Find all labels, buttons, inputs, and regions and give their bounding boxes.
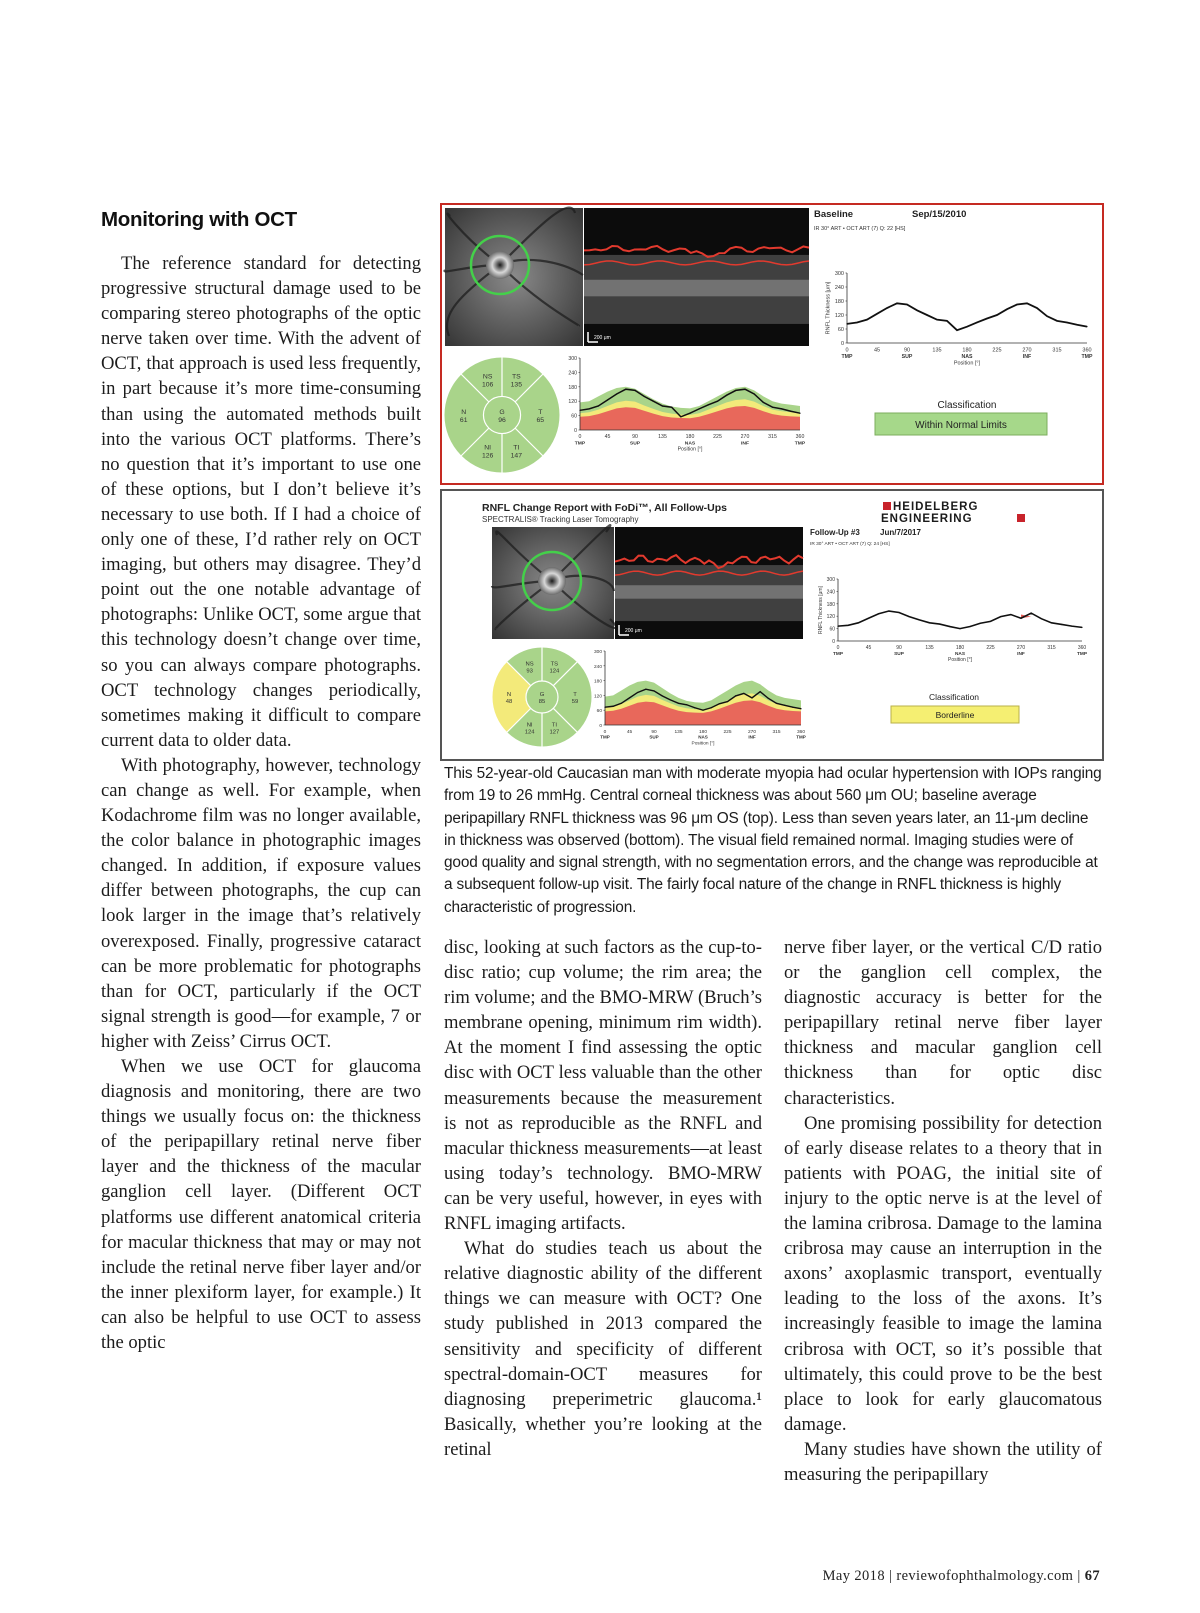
x-tick-label: 315 xyxy=(772,729,781,735)
brand-name: ENGINEERING xyxy=(881,513,973,525)
x-axis-title: Position [°] xyxy=(677,446,703,453)
x-tick-label: 360 xyxy=(796,729,806,735)
rnfl-point xyxy=(671,407,672,408)
x-tick-label: 360 xyxy=(1082,347,1092,354)
rnfl-point xyxy=(868,618,869,619)
rnfl-point xyxy=(776,703,777,704)
sector-value: 126 xyxy=(481,452,494,460)
rnfl-point xyxy=(946,320,947,321)
rnfl-point xyxy=(726,395,727,396)
rnfl-point xyxy=(760,691,761,692)
sector-label: NS xyxy=(482,373,493,381)
rnfl-point xyxy=(743,693,744,694)
rnfl-point xyxy=(848,625,849,626)
rnfl-point xyxy=(1081,627,1082,628)
sector-label: N xyxy=(461,409,467,416)
rnfl-point xyxy=(653,690,654,691)
rnfl-point xyxy=(996,314,997,315)
rnfl-point xyxy=(1036,307,1037,308)
x-tick-label: 315 xyxy=(768,434,777,441)
sector-label: G xyxy=(539,692,545,698)
paragraph: When we use OCT for glaucoma diagnosis and monitoring, there are two things we usually focus on: the thickness of the peripapillary retinal nerve fiber layer and the thickness of the macular ganglion cell layer. (Different OCT platforms use different anatomical criteria for macular thickness that may or may not include the retinal nerve fiber layer and/or the inner plexiform layer, for example.) It can also be helpful to use OCT to assess the optic xyxy=(101,1056,421,1354)
rnfl-point xyxy=(711,707,712,708)
baseline-panel xyxy=(440,203,1104,485)
rnfl-point xyxy=(662,695,663,696)
x-tick-label: 45 xyxy=(626,729,633,735)
rnfl-point xyxy=(1076,324,1077,325)
page-number: 67 xyxy=(1084,1568,1100,1584)
rnfl-point xyxy=(939,623,940,624)
y-tick-label: 60 xyxy=(837,327,844,333)
x-tick-label: 90 xyxy=(896,645,902,651)
article-column-1 xyxy=(101,251,421,1355)
rnfl-point xyxy=(858,622,859,623)
rnfl-point xyxy=(751,697,752,698)
rnfl-decline-area xyxy=(889,616,909,620)
y-tick-label: 240 xyxy=(593,664,602,670)
x-tick-label: 360 xyxy=(795,434,805,441)
rnfl-point xyxy=(621,703,622,704)
y-tick-label: 300 xyxy=(568,356,577,362)
rnfl-point xyxy=(959,628,960,629)
x-tick-label: 135 xyxy=(932,347,942,354)
x-tick-label: 45 xyxy=(873,347,881,354)
footer-separator: | xyxy=(1073,1568,1085,1584)
rnfl-point xyxy=(678,703,679,704)
rnfl-point xyxy=(708,404,709,405)
x-region-label: TMP xyxy=(1076,652,1088,657)
x-region-label: NAS xyxy=(954,652,966,657)
optic-disc xyxy=(486,251,514,279)
y-tick-label: 180 xyxy=(826,601,835,608)
footer-separator: | xyxy=(884,1568,897,1584)
rnfl-point xyxy=(645,689,646,690)
x-tick-label: 225 xyxy=(986,645,995,651)
rnfl-point xyxy=(744,389,745,390)
article-column-3 xyxy=(784,935,1102,1487)
x-region-label: TMP xyxy=(832,652,844,657)
rnfl-point xyxy=(735,390,736,391)
classification-value: Borderline xyxy=(935,710,975,720)
rnfl-point xyxy=(772,407,773,408)
rnfl-point xyxy=(1041,618,1042,619)
rnfl-point xyxy=(653,401,654,402)
rnfl-point xyxy=(916,310,917,311)
rnfl-point xyxy=(735,695,736,696)
x-region-label: TMP xyxy=(841,354,853,360)
x-region-label: NAS xyxy=(684,441,696,447)
scale-label: 200 μm xyxy=(625,628,642,634)
baseline-report xyxy=(442,205,1102,482)
x-region-label: SUP xyxy=(649,734,659,740)
rnfl-point xyxy=(1026,303,1027,304)
sector-value: 135 xyxy=(510,381,523,389)
article-column-2 xyxy=(444,935,762,1462)
rnfl-point xyxy=(637,692,638,693)
y-tick-label: 300 xyxy=(593,650,602,655)
visit-label: Baseline xyxy=(814,209,854,220)
paragraph: What do studies teach us about the relative diagnostic ability of the different things we can measure with OCT? One study published in 2013 compared the sensitivity and specificity of different spectral-domain-OCT measures for diagnosing preperimetric glaucoma.¹ Basically, whether you’re looking at the retinal xyxy=(444,1238,762,1460)
x-region-label: NAS xyxy=(698,734,708,740)
rnfl-point xyxy=(1006,309,1007,310)
sector-label: T xyxy=(573,692,577,698)
rnfl-point xyxy=(878,613,879,614)
rnfl-point xyxy=(1016,304,1017,305)
rnfl-point xyxy=(1000,616,1001,617)
paragraph: One promising possibility for detection of early disease relates to a theory that in patients with POAG, the initial site of injury to the optic nerve is at the level of the lamina cribrosa. Damage to the lamina cribrosa may cause an interruption in the axons’ axoplasmic transport, eventually leading to the loss of the axons. It’s increasingly feasible to image the lamina cribrosa with OCT, so it’s possible that ultimately, this could prove to be the best place to look for early glaucomatous damage. xyxy=(784,1112,1102,1435)
visit-label: Follow-Up #3 xyxy=(810,528,860,537)
y-tick-label: 120 xyxy=(593,694,602,700)
rnfl-point xyxy=(579,410,580,411)
report-title: RNFL Change Report with FoDi™, All Follow-Ups xyxy=(482,502,727,514)
x-tick-label: 270 xyxy=(740,434,750,441)
x-region-label: TMP xyxy=(1081,354,1093,360)
sector-label: NS xyxy=(525,661,534,668)
footer-site: reviewofophthalmology.com xyxy=(896,1568,1074,1584)
visit-date: Sep/15/2010 xyxy=(912,209,967,220)
rnfl-point xyxy=(846,323,847,324)
y-tick-label: 0 xyxy=(832,639,835,645)
x-tick-label: 270 xyxy=(747,729,757,735)
rnfl-point xyxy=(986,318,987,319)
rnfl-point xyxy=(800,708,801,709)
sector-label: NI xyxy=(484,444,492,452)
x-tick-label: 180 xyxy=(698,729,708,735)
rnfl-point xyxy=(936,319,937,320)
rnfl-point xyxy=(980,623,981,624)
x-region-label: INF xyxy=(748,734,756,740)
rnfl-point xyxy=(949,626,950,627)
paragraph: Many studies have shown the utility of measuring the peripapillary xyxy=(784,1438,1102,1485)
rnfl-point xyxy=(680,416,681,417)
sector-label: N xyxy=(506,692,512,698)
rnfl-point xyxy=(1066,322,1067,323)
retina-band xyxy=(615,585,803,598)
brand-mark xyxy=(1017,514,1025,522)
rnfl-point xyxy=(1056,320,1057,321)
y-tick-label: 0 xyxy=(840,341,844,347)
x-region-label: SUP xyxy=(894,652,904,657)
classification-value: Within Normal Limits xyxy=(915,420,1007,431)
brand-mark xyxy=(883,502,891,510)
rnfl-point xyxy=(589,408,590,409)
y-tick-label: 0 xyxy=(574,428,577,434)
sector-value: 93 xyxy=(526,668,533,675)
rnfl-point xyxy=(1071,626,1072,627)
page-footer xyxy=(743,1568,1100,1585)
followup-report xyxy=(442,491,1102,759)
x-tick-label: 315 xyxy=(1052,347,1062,354)
scale-label: 200 μm xyxy=(594,335,611,341)
y-axis-title: RNFL Thickness [μm] xyxy=(818,586,824,634)
rnfl-point xyxy=(694,707,695,708)
visit-date: Jun/7/2017 xyxy=(880,528,921,537)
sector-value: 59 xyxy=(571,698,579,705)
x-region-label: TMP xyxy=(796,734,806,740)
rnfl-point xyxy=(919,619,920,620)
rnfl-point xyxy=(799,413,800,414)
followup-panel xyxy=(440,489,1104,761)
rnfl-point xyxy=(634,390,635,391)
paragraph: nerve fiber layer, or the vertical C/D ratio or the ganglion cell complex, the diagnostic accuracy is better for the peripapillary retinal nerve fiber layer thickness and macular ganglion cell thickness than for optic disc characteristics. xyxy=(784,937,1102,1109)
y-tick-label: 240 xyxy=(834,285,844,291)
rnfl-point xyxy=(886,307,887,308)
rnfl-point xyxy=(1061,624,1062,625)
rnfl-point xyxy=(1051,622,1052,623)
rnfl-point xyxy=(1010,614,1011,615)
rnfl-point xyxy=(727,701,728,702)
y-axis-title: RNFL Thickness [μm] xyxy=(825,281,832,335)
rnfl-point xyxy=(976,322,977,323)
y-tick-label: 240 xyxy=(568,370,577,377)
sector-label: TS xyxy=(511,373,521,381)
rnfl-point xyxy=(856,322,857,323)
x-tick-label: 225 xyxy=(992,347,1002,354)
y-tick-label: 60 xyxy=(596,709,602,715)
x-tick-label: 90 xyxy=(651,729,657,735)
rnfl-point xyxy=(629,697,630,698)
paragraph: The reference standard for detecting progressive structural damage used to be comparing stereo photographs of the optic nerve taken over time. With the advent of OCT, that approach is used less frequently, in part because it’s more time-consuming than using the automated methods built into the various OCT platforms. There’s no question that it’s important to use one of these options, but I don’t believe it’s necessary to use both. If I had a choice of only one of these, I’d rather rely on OCT imaging, but others may disagree. They’d point out the one notable advantage of photographs: Unlike OCT, some argue that this technology doesn’t change over time, so you can always compare photographs. OCT technology changes periodically, sometimes making it difficult to compare current data to older data. xyxy=(101,253,421,751)
sector-label: TI xyxy=(513,444,520,452)
rnfl-point xyxy=(790,411,791,412)
sector-value: 106 xyxy=(481,381,494,389)
figure-caption: This 52-year-old Caucasian man with moderate myopia had ocular hypertension with IOPs ranging from 19 to 26 mmHg. Central corneal thickness was about 560 μm OU; baseline average peripapillary RNFL thickness was 96 μm OS (top). Less than seven years later, an 11-μm decline in thickness was observed (bottom). The visual field remained normal. Imaging studies were of good quality and signal strength, with no segmentation errors, and the change was reproducible at a subsequent follow-up visit. The fairly focal nature of the change in RNFL thickness is highly characteristic of progression. xyxy=(444,765,1102,916)
rnfl-point xyxy=(607,399,608,400)
sector-value: 65 xyxy=(536,416,545,424)
sector-value: 61 xyxy=(459,416,468,424)
x-region-label: TMP xyxy=(600,734,610,740)
x-tick-label: 45 xyxy=(865,645,872,651)
oct-figure xyxy=(440,203,1106,759)
y-tick-label: 180 xyxy=(834,299,844,305)
x-axis-title: Position [°] xyxy=(953,360,981,367)
rnfl-point xyxy=(763,402,764,403)
rnfl-point xyxy=(929,622,930,623)
x-tick-label: 0 xyxy=(603,729,607,735)
y-tick-label: 240 xyxy=(826,589,835,596)
x-tick-label: 270 xyxy=(1022,347,1032,354)
x-tick-label: 135 xyxy=(674,729,683,735)
sector-value: 96 xyxy=(498,416,506,424)
rnfl-point xyxy=(876,313,877,314)
x-tick-label: 90 xyxy=(632,434,638,441)
x-tick-label: 225 xyxy=(713,434,722,441)
paragraph: With photography, however, technology can change as well. For example, when Kodachrome film was no longer available, the color balance in photographic images changed. In addition, if exposure values differ between photographs, the cup can look larger in the image that’s relatively overexposed. Finally, progressive cataract can be more problematic for photographs than for OCT, particularly if the OCT signal strength is good—for example, 7 or higher with Zeiss’ Cirrus OCT. xyxy=(101,754,421,1052)
y-tick-label: 60 xyxy=(571,413,577,420)
rnfl-point xyxy=(613,706,614,707)
y-tick-label: 300 xyxy=(826,577,835,583)
x-axis-title: Position [°] xyxy=(948,657,972,663)
rnfl-point xyxy=(896,303,897,304)
paragraph: disc, looking at such factors as the cup-to-disc ratio; cup volume; the rim area; the rim volume; and the BMO-MRW (Bruch’s membrane opening, minimum rim width). At the moment I find assessing the optic disc with OCT less valuable than the other measurements because the measurement is not as reproducible as the RNFL and macular thickness measurements—at least using today’s technology. BMO-MRW can be very useful, however, in eyes with RNFL imaging artifacts. xyxy=(444,937,762,1235)
footer-issue: May 2018 xyxy=(822,1568,885,1584)
x-region-label: TMP xyxy=(574,441,586,447)
rnfl-point xyxy=(866,319,867,320)
rnfl-point xyxy=(662,405,663,406)
rnfl-point xyxy=(625,389,626,390)
sector-value: 85 xyxy=(538,698,546,705)
rnfl-point xyxy=(670,699,671,700)
rnfl-point xyxy=(644,396,645,397)
rnfl-point xyxy=(970,626,971,627)
sector-value: 147 xyxy=(510,452,523,460)
x-tick-label: 0 xyxy=(836,645,840,651)
retina-band xyxy=(584,280,809,297)
rnfl-point xyxy=(1031,613,1032,614)
scan-info: IR 30° ART • OCT ART (7) Q: 22 [HS] xyxy=(814,226,906,232)
rnfl-point xyxy=(990,621,991,622)
rnfl-point xyxy=(888,610,889,611)
classification-label: Classification xyxy=(937,400,997,411)
rnfl-point xyxy=(966,326,967,327)
x-tick-label: 135 xyxy=(658,434,667,441)
sector-value: 124 xyxy=(549,668,560,675)
rnfl-point xyxy=(598,405,599,406)
rnfl-point xyxy=(702,710,703,711)
rnfl-point xyxy=(781,408,782,409)
rnfl-point xyxy=(717,401,718,402)
rnfl-point xyxy=(689,413,690,414)
rnfl-point xyxy=(1020,618,1021,619)
rnfl-point xyxy=(699,408,700,409)
x-region-label: SUP xyxy=(901,354,913,360)
rnfl-point xyxy=(898,612,899,613)
rnfl-point xyxy=(754,393,755,394)
rnfl-point xyxy=(768,698,769,699)
rnfl-point xyxy=(837,626,838,627)
optic-disc xyxy=(538,567,566,595)
x-tick-label: 0 xyxy=(578,434,582,441)
scan-info: IR 30° ART • OCT ART (7) Q: 24 [HS] xyxy=(810,542,890,547)
sector-label: G xyxy=(499,409,505,416)
sector-label: NI xyxy=(526,722,533,729)
rnfl-point xyxy=(616,393,617,394)
x-tick-label: 225 xyxy=(723,729,732,735)
x-tick-label: 90 xyxy=(903,347,911,354)
x-region-label: INF xyxy=(1022,354,1032,360)
section-heading: Monitoring with OCT xyxy=(101,208,297,231)
x-tick-label: 180 xyxy=(955,645,965,651)
x-region-label: INF xyxy=(741,441,749,447)
x-tick-label: 360 xyxy=(1077,645,1087,651)
sector-value: 127 xyxy=(549,729,560,736)
y-tick-label: 0 xyxy=(599,724,602,729)
rnfl-measured-line xyxy=(838,611,1082,629)
x-tick-label: 0 xyxy=(845,347,849,354)
x-region-label: SUP xyxy=(629,441,641,447)
rnfl-point xyxy=(686,704,687,705)
brand-name: HEIDELBERG xyxy=(893,501,979,513)
report-subtitle: SPECTRALIS® Tracking Laser Tomography xyxy=(482,515,639,524)
x-tick-label: 135 xyxy=(925,645,934,651)
x-region-label: TMP xyxy=(794,441,806,447)
rnfl-point xyxy=(1046,316,1047,317)
rnfl-point xyxy=(784,705,785,706)
y-tick-label: 180 xyxy=(593,679,602,685)
y-tick-label: 60 xyxy=(829,626,835,633)
sector-value: 48 xyxy=(505,698,513,705)
y-tick-label: 180 xyxy=(568,384,577,391)
y-tick-label: 120 xyxy=(826,614,835,621)
x-tick-label: 180 xyxy=(962,347,972,354)
y-tick-label: 120 xyxy=(834,313,844,319)
rnfl-point xyxy=(792,707,793,708)
rnfl-point xyxy=(956,330,957,331)
classification-label: Classification xyxy=(928,692,980,702)
x-tick-label: 315 xyxy=(1047,645,1056,651)
sector-label: TI xyxy=(551,722,557,729)
x-tick-label: 270 xyxy=(1016,645,1026,651)
x-axis-title: Position [°] xyxy=(691,741,715,747)
x-region-label: INF xyxy=(1017,652,1025,657)
sector-label: T xyxy=(538,409,543,416)
y-tick-label: 120 xyxy=(568,399,577,406)
x-region-label: NAS xyxy=(961,354,973,360)
rnfl-point xyxy=(909,616,910,617)
sector-value: 124 xyxy=(524,729,535,736)
rnfl-point xyxy=(926,314,927,315)
x-tick-label: 45 xyxy=(604,434,611,441)
rnfl-point xyxy=(604,707,605,708)
sector-label: TS xyxy=(550,661,559,668)
rnfl-point xyxy=(719,703,720,704)
rnfl-point xyxy=(1086,326,1087,327)
rnfl-point xyxy=(906,304,907,305)
x-tick-label: 180 xyxy=(685,434,695,441)
y-tick-label: 300 xyxy=(834,271,844,277)
